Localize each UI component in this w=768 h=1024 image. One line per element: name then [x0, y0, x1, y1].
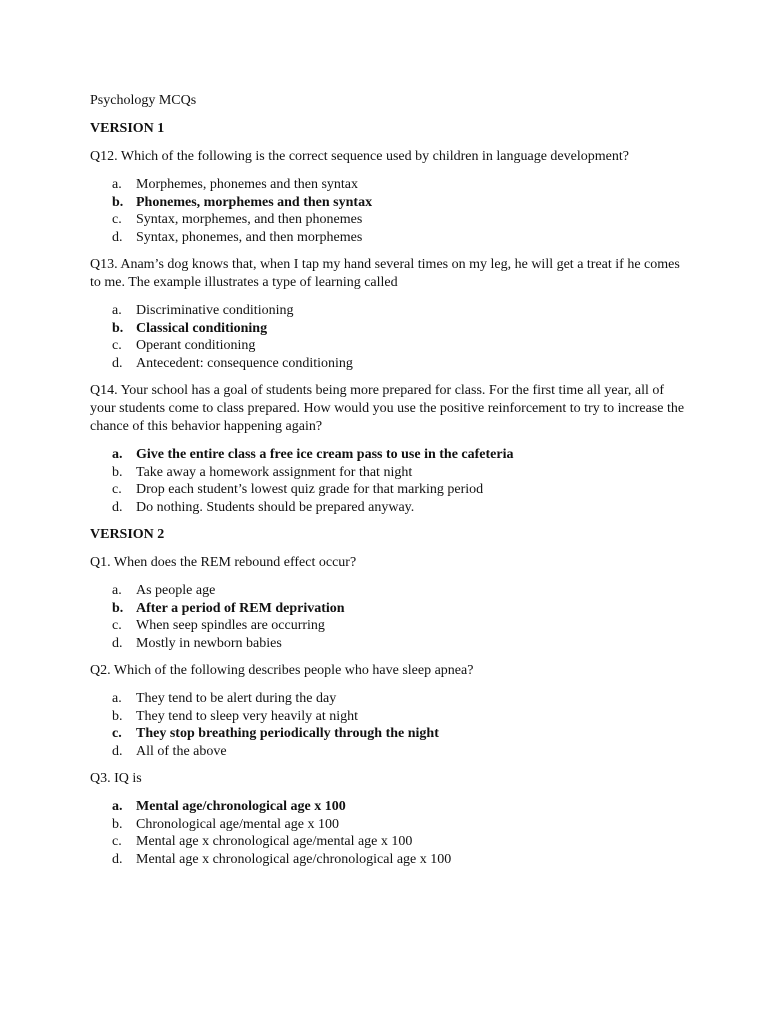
option-text: Morphemes, phonemes and then syntax — [136, 177, 359, 192]
option-letter: c. — [112, 212, 122, 227]
answer-options — [90, 690, 690, 760]
answer-option — [112, 851, 690, 869]
option-text: They tend to sleep very heavily at night — [136, 708, 358, 724]
option-text: Classical conditioning — [136, 320, 268, 336]
answer-options — [90, 798, 690, 868]
answer-option — [112, 211, 690, 229]
option-letter: d. — [112, 743, 123, 759]
answer-option — [112, 617, 690, 635]
option-text: After a period of REM deprivation — [136, 600, 345, 616]
answer-option — [112, 635, 690, 653]
answer-option — [112, 464, 690, 482]
answer-option — [112, 481, 690, 499]
option-text: Antecedent: consequence conditioning — [136, 355, 353, 371]
question-text: Q14. Your school has a goal of students being more prepared for class. For the first time all year, all of your students come to class prepared. How would you use the positive reinforcement to try to increase the chance of this behavior happening again? — [90, 383, 685, 434]
option-letter: a. — [112, 583, 122, 598]
question-text: Q13. Anam’s dog knows that, when I tap my hand several times on my leg, he will get a treat if he comes to me. The example illustrates a type of learning called — [90, 257, 680, 290]
answer-option — [112, 176, 690, 194]
answer-option — [112, 708, 690, 726]
answer-option — [112, 743, 690, 761]
answer-option-correct — [112, 725, 690, 743]
option-letter: a. — [112, 447, 123, 462]
option-text: Take away a homework assignment for that night — [136, 464, 413, 480]
option-text: Operant conditioning — [136, 338, 256, 353]
option-text: Phonemes, morphemes and then syntax — [136, 194, 373, 210]
option-letter: b. — [112, 816, 123, 832]
option-text: Mental age x chronological age/chronological age x 100 — [136, 851, 452, 867]
answer-option — [112, 302, 690, 320]
option-text: All of the above — [136, 743, 227, 759]
option-text: As people age — [136, 583, 216, 598]
version-heading: VERSION 2 — [90, 527, 165, 542]
option-letter: d. — [112, 229, 123, 245]
option-text: Mental age x chronological age/mental age x 100 — [136, 834, 413, 849]
option-letter: c. — [112, 482, 122, 497]
answer-option-correct — [112, 194, 690, 212]
option-letter: b. — [112, 320, 124, 336]
option-letter: b. — [112, 194, 124, 210]
option-letter: c. — [112, 618, 122, 633]
answer-options — [90, 176, 690, 246]
answer-option — [112, 816, 690, 834]
option-letter: d. — [112, 851, 123, 867]
option-letter: a. — [112, 177, 122, 192]
answer-option — [112, 690, 690, 708]
option-letter: c. — [112, 338, 122, 353]
option-letter: c. — [112, 726, 122, 741]
option-text: When seep spindles are occurring — [136, 618, 325, 633]
question-text: Q3. IQ is — [90, 771, 142, 786]
document-page — [90, 92, 690, 868]
option-letter: a. — [112, 799, 123, 814]
option-text: Syntax, morphemes, and then phonemes — [136, 212, 363, 227]
option-text: They tend to be alert during the day — [136, 691, 337, 706]
answer-option-correct — [112, 320, 690, 338]
answer-option — [112, 337, 690, 355]
answer-options — [90, 582, 690, 652]
option-letter: d. — [112, 499, 123, 515]
document-title: Psychology MCQs — [90, 93, 197, 108]
answer-option — [112, 582, 690, 600]
option-text: Mostly in newborn babies — [136, 635, 282, 651]
option-text: Drop each student’s lowest quiz grade for that marking period — [136, 482, 484, 497]
option-letter: a. — [112, 303, 122, 318]
option-letter: c. — [112, 834, 122, 849]
answer-options — [90, 446, 690, 516]
option-text: They stop breathing periodically through the night — [136, 726, 439, 741]
answer-option — [112, 499, 690, 517]
option-text: Do nothing. Students should be prepared anyway. — [136, 499, 415, 515]
option-letter: b. — [112, 708, 123, 724]
answer-option-correct — [112, 600, 690, 618]
question-text: Q12. Which of the following is the correct sequence used by children in language development? — [90, 149, 629, 164]
version-heading: VERSION 1 — [90, 121, 165, 136]
option-text: Discriminative conditioning — [136, 303, 294, 318]
option-letter: d. — [112, 355, 123, 371]
answer-option-correct — [112, 798, 690, 816]
answer-option-correct — [112, 446, 690, 464]
answer-option — [112, 229, 690, 247]
answer-options — [90, 302, 690, 372]
answer-option — [112, 833, 690, 851]
option-letter: d. — [112, 635, 123, 651]
question-text: Q1. When does the REM rebound effect occur? — [90, 555, 357, 570]
question-text: Q2. Which of the following describes people who have sleep apnea? — [90, 663, 474, 678]
option-letter: b. — [112, 464, 123, 480]
answer-option — [112, 355, 690, 373]
option-letter: b. — [112, 600, 124, 616]
option-letter: a. — [112, 691, 122, 706]
option-text: Syntax, phonemes, and then morphemes — [136, 229, 363, 245]
option-text: Chronological age/mental age x 100 — [136, 816, 339, 832]
option-text: Mental age/chronological age x 100 — [136, 799, 346, 814]
option-text: Give the entire class a free ice cream pass to use in the cafeteria — [136, 447, 514, 462]
